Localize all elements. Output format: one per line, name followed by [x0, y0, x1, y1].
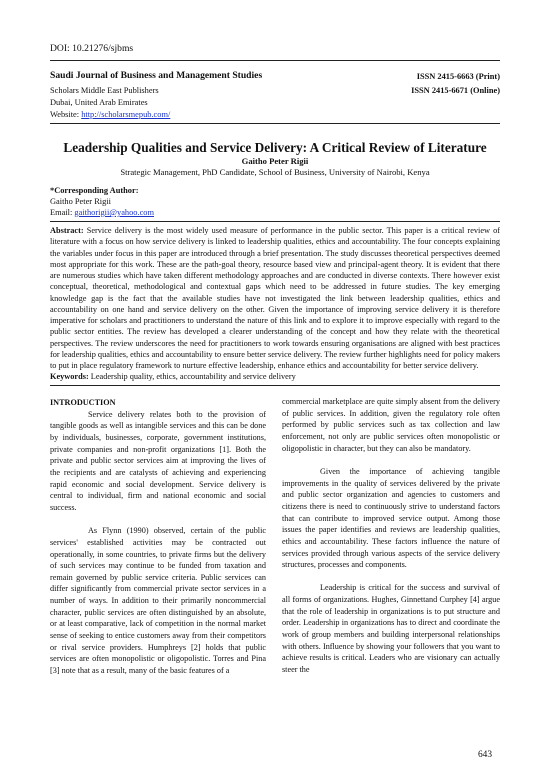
corresponding-author-name: Gaitho Peter Rigii	[50, 197, 111, 206]
section-heading-introduction: INTRODUCTION	[50, 398, 116, 407]
article-title: Leadership Qualities and Service Delivery: A Critical Review of Literature	[63, 140, 487, 155]
keywords-text: Leadership quality, ethics, accountability and service delivery	[88, 372, 296, 381]
publisher: Scholars Middle East Publishers	[50, 86, 159, 95]
journal-name: Saudi Journal of Business and Management Studies	[50, 70, 263, 81]
email-link[interactable]: gaithorigii@yahoo.com	[74, 208, 155, 217]
website-line	[50, 110, 170, 120]
body-paragraph: Leadership is critical for the success and survival of all forms of organizations. Hughes, Ginnettand Curphey [4] argue that the role of leadership in organizations is to put structure and order. Leadership in organizations has to direct and coordinate the work of group members and building interpersonal relationships with others. Influence by showing your followers that you want to achieve results is critical. Leaders who are visionary can actually steer the	[282, 583, 500, 675]
header-rule-top	[50, 60, 500, 61]
email-line	[50, 208, 154, 218]
keywords-label: Keywords:	[50, 372, 89, 381]
body-column-left	[50, 397, 266, 745]
body-paragraph: Service delivery relates both to the provision of tangible goods as well as intangible services and this can be done by individuals, businesses, corporate, government institutions, private companies and non-profit organizations [1]. Both the private and public sector services aim at improving the lives of the recipients and are catalysts of achieving and experiencing rapid economic and social development. Service delivery is central to individual, firm and national economic and social success.	[50, 409, 266, 512]
abstract-rule-bottom	[50, 385, 500, 386]
header-rule-bottom	[50, 123, 500, 124]
author-affiliation: Strategic Management, PhD Candidate, School of Business, University of Nairobi, Kenya	[120, 167, 430, 177]
article-page	[50, 0, 500, 777]
abstract-label: Abstract:	[50, 226, 84, 235]
abstract-text: Service delivery is the most widely used measure of performance in the public sector. This paper is a critical review of literature with a focus on how service delivery is linked to leadership qualities, ethics and accountability. The four concepts explaining the variables under focus in this paper are introduced through a brief presentation. The study discusses theoretical perspectives deemed most appropriate for this work. These are the path-goal theory, resource based view and principal-agent theory. It is evident that there are numerous studies which have taken different methodology approaches and are conducted in diverse contexts. There however exist conceptual, theoretical, methodological and contextual gaps which need to be addressed in future studies. The key emerging knowledge gap is the fact that the available studies have not investigated the link between leadership qualities, ethics and accountability on one hand and service delivery on the other. Given the importance of improving service delivery it is therefore imperative for scholars and practitioners to understand the nature of this link and to explore it to improve especially with regard to the public sector entities. The review has developed a clearer understanding of the concept and how they relate with the theoretical perspectives. The review underscores the need for practitioners to work towards ensuring organisations are aligned with best practices for leadership qualities, ethics and accountability to ensure better service delivery. The review further highlights need for policy makers to put in place regulatory framework to nurture effective leadership, enhance ethics and accountability for better service delivery.	[50, 226, 500, 371]
keywords	[50, 372, 500, 381]
location: Dubai, United Arab Emirates	[50, 98, 148, 107]
issn-online: ISSN 2415-6671 (Online)	[411, 86, 500, 95]
page-number: 643	[477, 750, 492, 760]
article-author: Gaitho Peter Rigii	[241, 156, 309, 166]
abstract	[50, 225, 500, 371]
doi: DOI: 10.21276/sjbms	[50, 43, 134, 54]
website-link[interactable]: http://scholarsmepub.com/	[81, 110, 171, 119]
issn-print: ISSN 2415-6663 (Print)	[416, 72, 500, 81]
website-label: Website:	[50, 110, 82, 119]
body-paragraph: Given the importance of achieving tangible improvements in the quality of services delivered by the private and public sector organization and agencies to customers and citizens there is need to continuously strive to understand factors that can contribute to improved service output. Among those issues the paper identifies and reviews are leadership qualities, ethics and accountability. These factors influence the nature of services provided through various aspects of the service delivery structures, processes and components.	[282, 466, 500, 570]
corresponding-author-label: *Corresponding Author:	[50, 186, 139, 195]
email-label: Email:	[50, 208, 75, 217]
body-paragraph: commercial marketplace are quite simply absent from the delivery of public services. In addition, given the regulatory role often performed by public services such as tax collection and law enforcement, not only are public services often monopolistic or oligopolistic in character, but they can also be mandatory.	[282, 397, 500, 453]
body-paragraph: As Flynn (1990) observed, certain of the public services' established activities may be contracted out operationally, in some countries, to private firms but the delivery of such services may continue to be funded from taxation and remain governed by public service criteria. Public services can differ significantly from commercial private sector services in a number of ways. In addition to their primarily noncommercial character, public services are often distinguished by an absolute, or at least comparative, lack of competition in the normal market sense of seeking to entice customers away from their competitors or rival service providers. Humphreys [2] holds that public services are often monopolistic or oligopolistic. Torres and Pina [3] note that as a result, many of the basic features of a	[50, 526, 266, 676]
abstract-rule-top	[50, 221, 500, 222]
body-column-right	[282, 396, 500, 744]
